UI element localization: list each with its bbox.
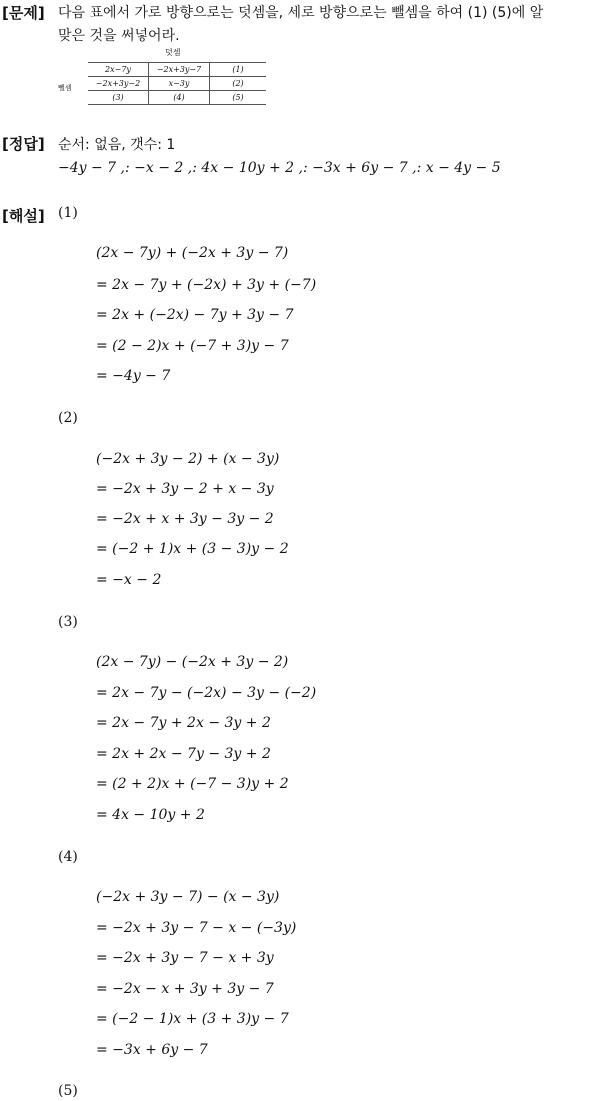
solution-label-5: (5) <box>58 1083 78 1099</box>
solution-2-step: = −x − 2 <box>96 572 162 588</box>
solution-4-step: = (−2 − 1)x + (3 + 3)y − 7 <box>96 1011 289 1027</box>
table-cell: (3) <box>88 91 149 105</box>
solution-4-step: = −2x − x + 3y + 3y − 7 <box>96 981 274 997</box>
answer-tag: [정답] <box>2 135 45 153</box>
solution-3-step: = 2x + 2x − 7y − 3y + 2 <box>96 746 271 762</box>
solution-4-step: = −2x + 3y − 7 − x − (−3y) <box>96 920 297 936</box>
table-row <box>88 77 266 91</box>
solution-3-step: (2x − 7y) − (−2x + 3y − 2) <box>96 654 289 670</box>
table-cell: 2x−7y <box>88 63 149 77</box>
answer-meta: 순서: 없음, 갯수: 1 <box>58 137 176 153</box>
answer-values: −4y − 7 ,: −x − 2 ,: 4x − 10y + 2 ,: −3x + 6y − 7 ,: x − 4y − 5 <box>58 160 501 176</box>
solution-4-step: = −2x + 3y − 7 − x + 3y <box>96 950 274 966</box>
table-row-label: 뺄셈 <box>58 84 72 92</box>
solution-1-step: (2x − 7y) + (−2x + 3y − 7) <box>96 245 289 261</box>
explanation-tag: [해설] <box>2 207 45 225</box>
solution-3-step: = 2x − 7y − (−2x) − 3y − (−2) <box>96 685 317 701</box>
table-title: 덧셈 <box>165 48 181 57</box>
solution-1-step: = 2x + (−2x) − 7y + 3y − 7 <box>96 307 294 323</box>
table-cell: −2x+3y−7 <box>149 63 210 77</box>
table-cell: (2) <box>210 77 267 91</box>
solution-2-step: (−2x + 3y − 2) + (x − 3y) <box>96 451 280 467</box>
table-row <box>88 91 266 105</box>
solution-label-1: (1) <box>58 205 78 221</box>
solution-3-step: = (2 + 2)x + (−7 − 3)y + 2 <box>96 776 289 792</box>
problem-table <box>88 62 266 105</box>
solution-label-2: (2) <box>58 410 78 426</box>
solution-4-step: = −3x + 6y − 7 <box>96 1042 208 1058</box>
solution-3-step: = 4x − 10y + 2 <box>96 807 205 823</box>
solution-4-step: (−2x + 3y − 7) − (x − 3y) <box>96 889 280 905</box>
table-row <box>88 63 266 77</box>
problem-tag: [문제] <box>2 4 45 22</box>
solution-1-step: = 2x − 7y + (−2x) + 3y + (−7) <box>96 277 317 293</box>
solution-2-step: = −2x + 3y − 2 + x − 3y <box>96 481 274 497</box>
table-cell: (4) <box>149 91 210 105</box>
table-cell: (1) <box>210 63 267 77</box>
table-cell: (5) <box>210 91 267 105</box>
solution-label-4: (4) <box>58 849 78 865</box>
solution-1-step: = −4y − 7 <box>96 368 171 384</box>
problem-text-line2: 맞은 것을 써넣어라. <box>58 28 180 44</box>
solution-3-step: = 2x − 7y + 2x − 3y + 2 <box>96 715 271 731</box>
solution-2-step: = −2x + x + 3y − 3y − 2 <box>96 511 274 527</box>
solution-label-3: (3) <box>58 614 78 630</box>
problem-text-line1: 다음 표에서 가로 방향으로는 덧셈을, 세로 방향으로는 뺄셈을 하여 (1) (5)에 알 <box>58 5 544 21</box>
solution-1-step: = (2 − 2)x + (−7 + 3)y − 7 <box>96 338 289 354</box>
table-cell: −2x+3y−2 <box>88 77 149 91</box>
table-cell: x−3y <box>149 77 210 91</box>
solution-2-step: = (−2 + 1)x + (3 − 3)y − 2 <box>96 541 289 557</box>
